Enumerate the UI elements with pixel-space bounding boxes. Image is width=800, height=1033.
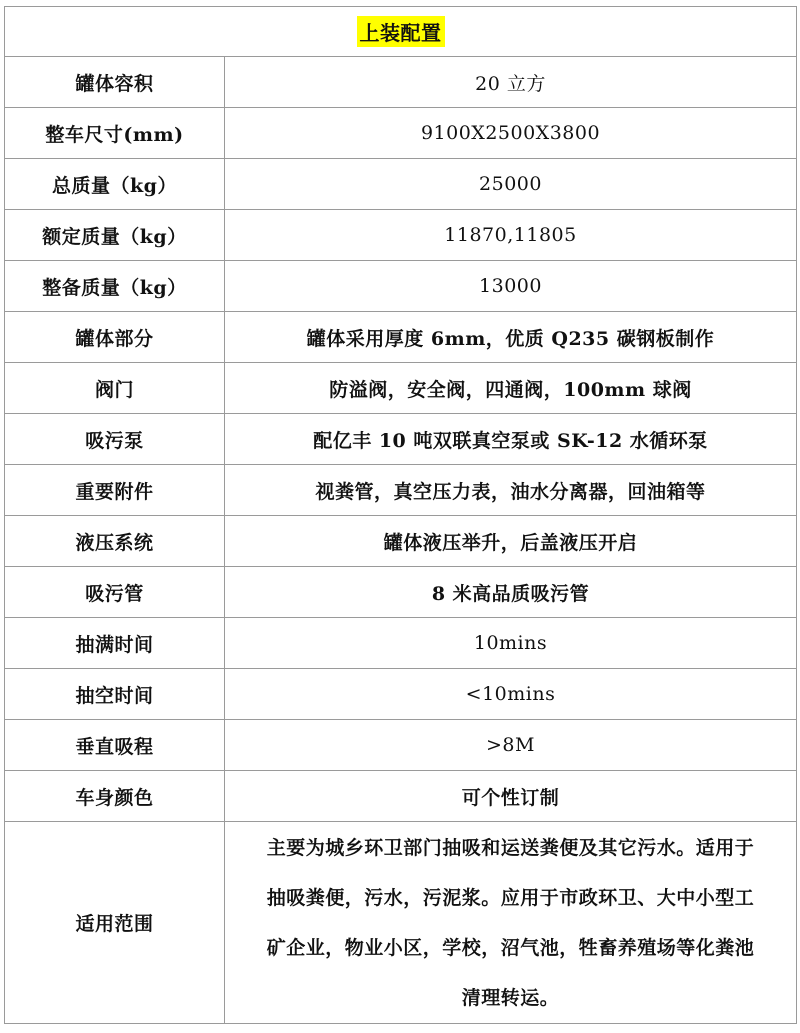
row-value: 防溢阀，安全阀，四通阀，100mm 球阀 bbox=[225, 363, 797, 414]
row-label: 重要附件 bbox=[5, 465, 225, 516]
row-value: 罐体液压举升，后盖液压开启 bbox=[225, 516, 797, 567]
table-row bbox=[5, 567, 797, 618]
row-label: 车身颜色 bbox=[5, 771, 225, 822]
row-value: 10mins bbox=[225, 618, 797, 669]
table-title: 上装配置 bbox=[357, 16, 445, 47]
row-label: 整车尺寸(mm) bbox=[5, 108, 225, 159]
spec-table bbox=[4, 6, 797, 1024]
row-label: 吸污泵 bbox=[5, 414, 225, 465]
table-title-row bbox=[5, 7, 797, 57]
row-value: >8M bbox=[225, 720, 797, 771]
table-row bbox=[5, 771, 797, 822]
row-value: 配亿丰 10 吨双联真空泵或 SK-12 水循环泵 bbox=[225, 414, 797, 465]
row-label: 罐体部分 bbox=[5, 312, 225, 363]
table-row bbox=[5, 261, 797, 312]
table-row bbox=[5, 57, 797, 108]
table-row bbox=[5, 669, 797, 720]
table-row bbox=[5, 618, 797, 669]
row-value: 视粪管，真空压力表，油水分离器，回油箱等 bbox=[225, 465, 797, 516]
row-value: 25000 bbox=[225, 159, 797, 210]
usage-line: 抽吸粪便，污水，污泥浆。应用于市政环卫、大中小型工 bbox=[266, 886, 755, 909]
table-row bbox=[5, 159, 797, 210]
row-value: 11870,11805 bbox=[225, 210, 797, 261]
table-row bbox=[5, 210, 797, 261]
usage-line: 主要为城乡环卫部门抽吸和运送粪便及其它污水。适用于 bbox=[266, 836, 755, 859]
table-row bbox=[5, 720, 797, 771]
usage-label: 适用范围 bbox=[5, 822, 225, 1024]
table-row bbox=[5, 465, 797, 516]
row-value: 罐体采用厚度 6mm，优质 Q235 碳钢板制作 bbox=[225, 312, 797, 363]
row-value: 13000 bbox=[225, 261, 797, 312]
row-value: 20 立方 bbox=[225, 57, 797, 108]
usage-line: 矿企业，物业小区，学校，沼气池，牲畜养殖场等化粪池 bbox=[266, 936, 755, 959]
table-title-cell bbox=[5, 7, 797, 57]
usage-row bbox=[5, 822, 797, 1024]
table-row bbox=[5, 312, 797, 363]
table-row bbox=[5, 516, 797, 567]
table-row bbox=[5, 108, 797, 159]
table-row bbox=[5, 363, 797, 414]
row-value: 9100X2500X3800 bbox=[225, 108, 797, 159]
row-value: <10mins bbox=[225, 669, 797, 720]
row-label: 总质量（kg） bbox=[5, 159, 225, 210]
row-label: 罐体容积 bbox=[5, 57, 225, 108]
row-value: 可个性订制 bbox=[225, 771, 797, 822]
row-label: 吸污管 bbox=[5, 567, 225, 618]
row-label: 抽空时间 bbox=[5, 669, 225, 720]
row-label: 液压系统 bbox=[5, 516, 225, 567]
row-label: 抽满时间 bbox=[5, 618, 225, 669]
row-value: 8 米高品质吸污管 bbox=[225, 567, 797, 618]
usage-line: 清理转运。 bbox=[461, 986, 560, 1009]
row-label: 额定质量（kg） bbox=[5, 210, 225, 261]
usage-value bbox=[225, 822, 797, 1024]
row-label: 垂直吸程 bbox=[5, 720, 225, 771]
row-label: 整备质量（kg） bbox=[5, 261, 225, 312]
table-row bbox=[5, 414, 797, 465]
row-label: 阀门 bbox=[5, 363, 225, 414]
